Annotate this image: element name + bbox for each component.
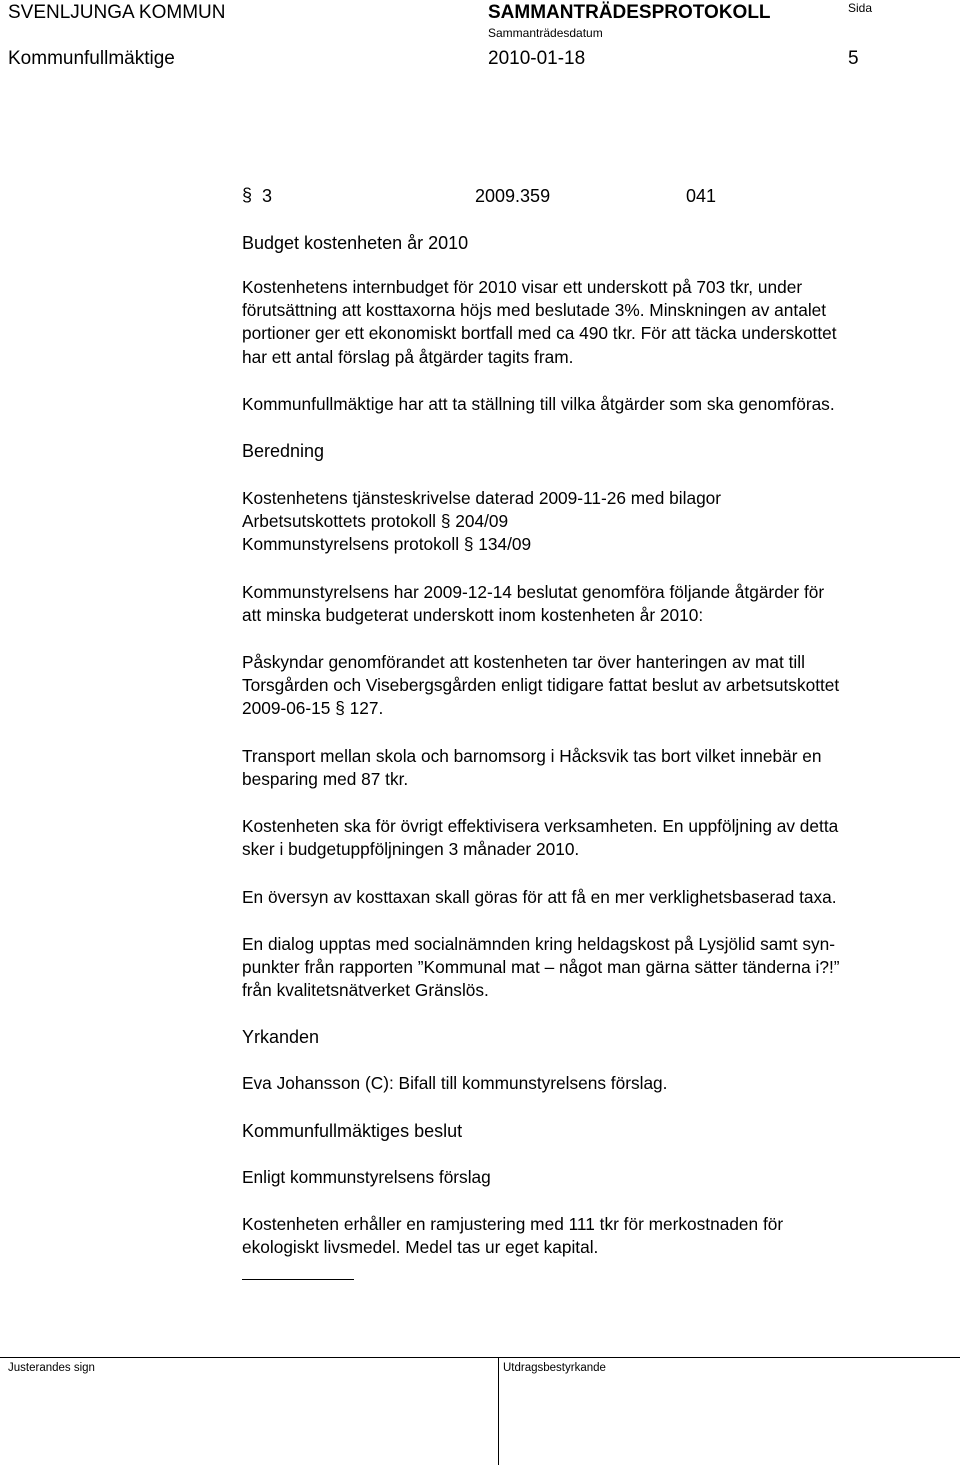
meeting-date-label: Sammanträdesdatum <box>488 26 603 40</box>
item-title: Budget kostenheten år 2010 <box>242 233 469 253</box>
page-number: 5 <box>848 48 859 69</box>
measure-line: Transport mellan skola och barnomsorg i Håcksvik tas bort vilket innebär en <box>242 746 822 766</box>
justerandes-sign-label: Justerandes sign <box>8 1362 95 1374</box>
page-label: Sida <box>848 1 873 15</box>
yrkanden-heading: Yrkanden <box>242 1027 320 1047</box>
yrkanden-line: Eva Johansson (C): Bifall till kommunstyrelsens förslag. <box>242 1073 668 1093</box>
beredning-heading: Beredning <box>242 441 325 461</box>
document-item: Arbetsutskottets protokoll § 204/09 <box>242 511 509 532</box>
intro-paragraph <box>242 276 954 369</box>
measure-4 <box>242 886 954 909</box>
question-line: Kommunfullmäktige har att ta ställning till vilka åtgärder som ska genomföras. <box>242 394 835 414</box>
case-number: 2009.359 <box>475 186 551 206</box>
section-icon: § <box>242 185 253 205</box>
document-list <box>242 487 954 557</box>
measure-line: från kvalitetsnätverket Gränslös. <box>242 980 489 1001</box>
measure-line: Kostenheten ska för övrigt effektivisera verksamheten. En uppföljning av detta <box>242 816 839 836</box>
measure-line: En dialog upptas med socialnämnden kring heldagskost på Lysjölid samt syn- <box>242 934 836 954</box>
end-rule <box>242 1279 354 1280</box>
intro-line: portioner ger ett ekonomiskt bortfall med ca 490 tkr. För att täcka underskottet <box>242 323 837 344</box>
document-item: Kommunstyrelsens protokoll § 134/09 <box>242 534 532 555</box>
measure-line: besparing med 87 tkr. <box>242 769 409 790</box>
measure-2 <box>242 745 954 791</box>
ks-decision-line: att minska budgeterat underskott inom kostenheten år 2010: <box>242 605 704 626</box>
ks-decision <box>242 581 954 627</box>
beslut-text <box>242 1213 954 1259</box>
footer-rule <box>0 1357 960 1358</box>
measure-line: En översyn av kosttaxan skall göras för att få en mer verklighetsbaserad taxa. <box>242 887 837 907</box>
item-number: 3 <box>262 186 273 206</box>
beslut-decision-line: Enligt kommunstyrelsens förslag <box>242 1167 491 1187</box>
measure-line: punkter från rapporten ”Kommunal mat – något man gärna sätter tänderna i?!” <box>242 957 840 978</box>
measure-line: Torsgården och Visebergsgården enligt tidigare fattat beslut av arbetsutskottet <box>242 675 840 696</box>
footer-divider <box>498 1357 499 1465</box>
beslut-decision <box>242 1166 954 1189</box>
measure-line: Påskyndar genomförandet att kostenheten tar över hanteringen av mat till <box>242 652 805 672</box>
beslut-line: Kostenheten erhåller en ramjustering med 111 tkr för merkostnaden för <box>242 1214 784 1234</box>
document-item: Kostenhetens tjänsteskrivelse daterad 2009-11-26 med bilagor <box>242 488 722 508</box>
measure-line: sker i budgetuppföljningen 3 månader 2010. <box>242 839 580 860</box>
municipality-name: SVENLJUNGA KOMMUN <box>8 2 226 23</box>
measure-1 <box>242 651 954 721</box>
yrkanden-text <box>242 1072 954 1095</box>
document-type: SAMMANTRÄDESPROTOKOLL <box>488 2 771 23</box>
meeting-date: 2010-01-18 <box>488 48 586 69</box>
beslut-line: ekologiskt livsmedel. Medel tas ur eget kapital. <box>242 1237 599 1258</box>
item-code: 041 <box>686 186 717 206</box>
governing-body: Kommunfullmäktige <box>8 48 175 69</box>
utdragsbestyrkande-label: Utdragsbestyrkande <box>503 1362 606 1374</box>
intro-line: Kostenhetens internbudget för 2010 visar ett underskott på 703 tkr, under <box>242 277 803 297</box>
measure-5 <box>242 933 954 1003</box>
intro-line: förutsättning att kosttaxorna höjs med beslutade 3%. Minskningen av antalet <box>242 300 827 321</box>
intro-line: har ett antal förslag på åtgärder tagits fram. <box>242 346 574 367</box>
beslut-heading: Kommunfullmäktiges beslut <box>242 1121 463 1141</box>
ks-decision-line: Kommunstyrelsens har 2009-12-14 beslutat genomföra följande åtgärder för <box>242 582 825 602</box>
question-text <box>242 393 954 416</box>
measure-3 <box>242 815 954 861</box>
measure-line: 2009-06-15 § 127. <box>242 698 384 719</box>
